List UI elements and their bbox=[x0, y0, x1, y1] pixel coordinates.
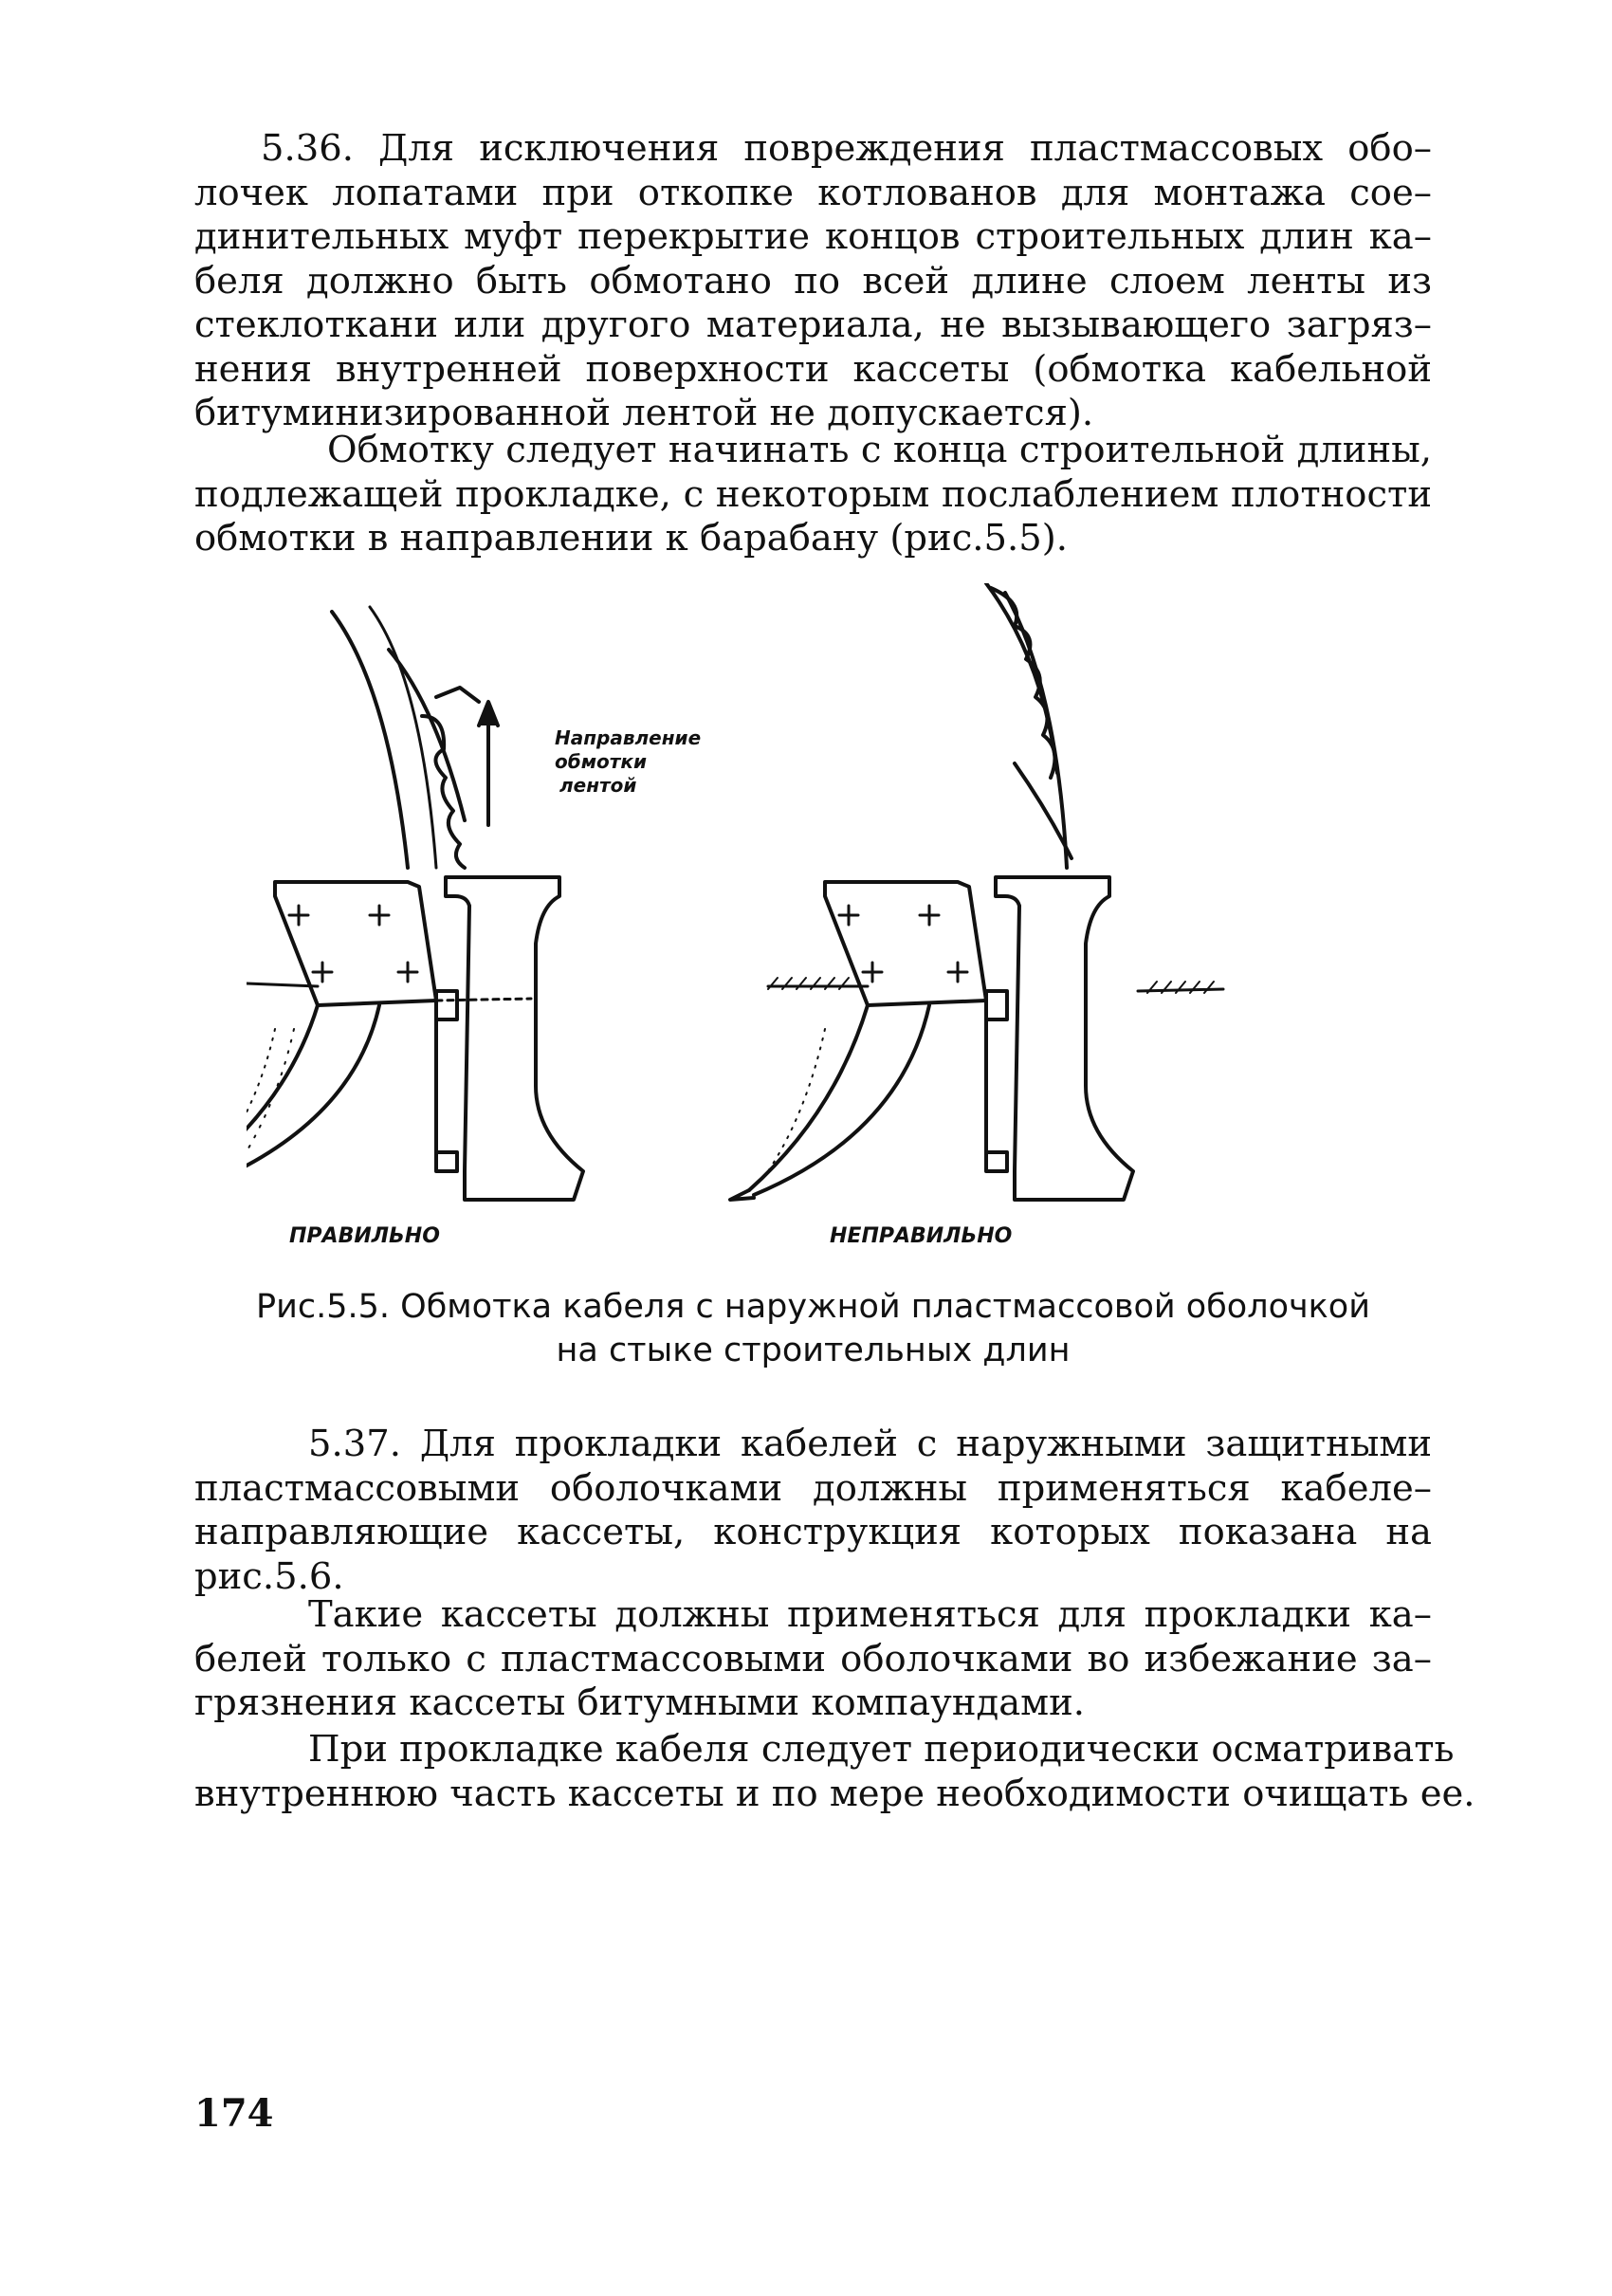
label-incorrect: НЕПРАВИЛЬНО bbox=[830, 1224, 1013, 1247]
figure-caption bbox=[194, 1285, 1432, 1372]
paragraph-5-36 bbox=[194, 127, 1432, 436]
paragraph-5-37 bbox=[194, 1423, 1432, 1599]
text-line: белей только с пластмассовыми оболочками во избежание за– bbox=[194, 1637, 1432, 1681]
text-line: динительных муфт перекрытие концов строительных длин ка– bbox=[194, 215, 1432, 258]
label-correct: ПРАВИЛЬНО bbox=[289, 1224, 440, 1247]
caption-line-2: на стыке строительных длин bbox=[556, 1332, 1071, 1369]
text-line: 5.37. Для прокладки кабелей с наружными защитными bbox=[308, 1423, 1432, 1465]
text-line: Обмотку следует начинать с конца строительной длины, bbox=[327, 429, 1432, 471]
caption-line-1: Рис.5.5. Обмотка кабеля с наружной пластмассовой оболочкой bbox=[256, 1288, 1370, 1326]
text-line: грязнения кассеты битумными компаундами. bbox=[194, 1681, 1086, 1724]
text-line: 5.36. Для исключения повреждения пластмассовых обо– bbox=[261, 127, 1432, 170]
text-line: внутреннюю часть кассеты и по мере необходимости очищать ее. bbox=[194, 1772, 1475, 1815]
text-line: обмотки в направлении к барабану (рис.5.5). bbox=[194, 517, 1068, 560]
diagram-correct bbox=[247, 607, 583, 1200]
text-line: пластмассовыми оболочками должны применяться кабеле– bbox=[194, 1466, 1432, 1510]
text-line: нения внутренней поверхности кассеты (обмотка кабельной bbox=[194, 347, 1432, 391]
text-line: лочек лопатами при откопке котлованов для монтажа сое– bbox=[194, 171, 1432, 214]
text-line: направляющие кассеты, конструкция которых показана на bbox=[194, 1511, 1432, 1553]
page-number: 174 bbox=[194, 2091, 274, 2136]
annotation-line-1: Направление bbox=[555, 726, 702, 749]
text-line: подлежащей прокладке, с некоторым послаблением плотности bbox=[194, 472, 1432, 516]
text-line: беля должно быть обмотано по всей длине слоем ленты из bbox=[194, 259, 1432, 303]
diagram-incorrect bbox=[730, 583, 1223, 1200]
annotation-line-2: обмотки bbox=[555, 750, 647, 773]
text-line: Такие кассеты должны применяться для прокладки ка– bbox=[308, 1593, 1432, 1636]
text-line: стеклоткани или другого материала, не вызывающего загряз– bbox=[194, 303, 1432, 346]
text-line: битуминизированной лентой не допускается). bbox=[194, 392, 1094, 434]
paragraph-winding-start bbox=[194, 429, 1432, 561]
text-line: рис.5.6. bbox=[194, 1554, 344, 1598]
paragraph-inspection bbox=[194, 1728, 1475, 1816]
text-line: При прокладке кабеля следует периодически осматривать bbox=[308, 1728, 1455, 1771]
annotation-line-3: лентой bbox=[559, 774, 637, 797]
figure-5-5 bbox=[247, 583, 1384, 1247]
paragraph-cassettes bbox=[194, 1593, 1432, 1726]
